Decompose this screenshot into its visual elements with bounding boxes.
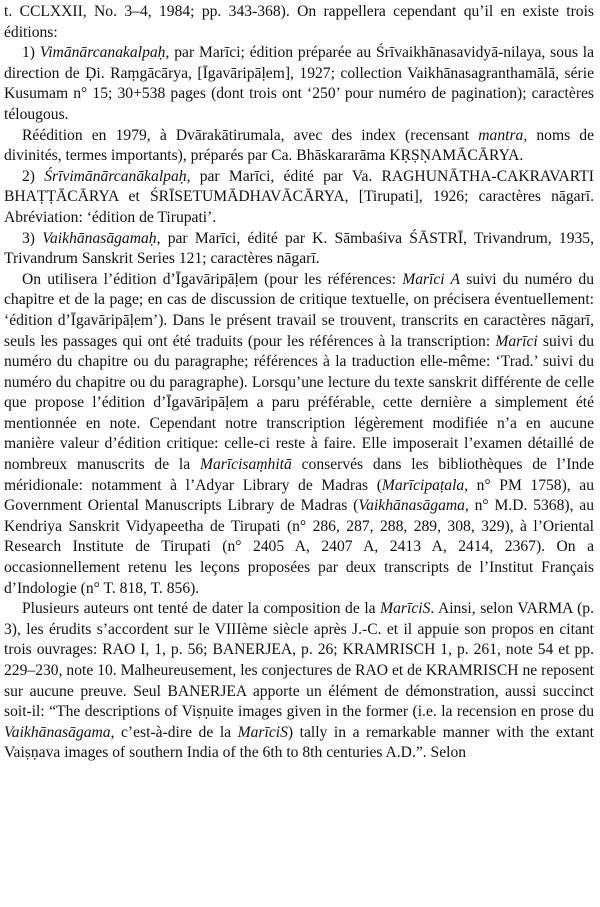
body-text: ) tally in a remarkable manner with the extant Vaiṣṇava images of southern India of the 6th to 8th centuries A.D.”. Selon [4, 723, 594, 762]
paragraph-reedition-1979 [4, 126, 594, 167]
body-text: Réédition en 1979, à Dvārakātirumala, avec des index (recensant [22, 126, 479, 144]
body-text: 1) [22, 44, 40, 62]
body-text: , n° M.D. 5368), au Kendriya Sanskrit Vidyapeetha de Tirupati (n° 286, 287, 288, 289, 308, 329), à l’Oriental Research Institute de Tirupati (n° 2405 A, 2407 A, 2413 A, 2414, 2367). On a occasionnellement retenu les leçons proposées par deux transcripts de l’Institut Français d’Indologie (n° T. 818, T. 856). [4, 497, 594, 597]
body-text: , par Marīci; édition préparée au Śrīvaikhānasavidyā-nilaya, sous la direction de Ḍi. Raṃgācārya, [Īgavāripāḷem], 1927; collection Vaikhānasagranthamālā, série Kusumam n° 15; 30+538 pages (dont trois ont ‘250’ pour numéro de pagination); caractères télougous. [4, 44, 595, 123]
body-text: conservés dans les bibliothèques de l’Inde méridionale: notamment à l’Adyar Library de Madras ( [4, 456, 594, 494]
paragraph-edition-usage [4, 270, 594, 600]
italic-title-text: MarīciS [380, 600, 431, 618]
body-text: 2) [22, 167, 45, 185]
body-text: , noms de divinités, termes importants), préparés par Ca. Bhāskararāma KṚṢṆAMĀCĀRYA. [4, 126, 594, 165]
italic-title-text: mantra [478, 126, 524, 144]
body-text: On utilisera l’édition d’Īgavāripāḷem (pour les références: [22, 270, 403, 288]
italic-title-text: Vaikhānasāgama [4, 723, 111, 741]
body-text: , par Marīci, édité par Va. RAGHUNĀTHA-CAKRAVARTI BHAṬṬĀCĀRYA et ŚRĪSETUMĀDHAVĀCĀRYA, [Tirupati], 1926; caractères nāgarī. Abréviation: ‘édition de Tirupati’. [4, 167, 594, 226]
italic-title-text: Śrīvimānārcanākalpaḥ [44, 167, 187, 185]
paragraph-edition-1 [4, 43, 594, 125]
italic-title-text: Marīcipaṭala [381, 476, 465, 494]
paragraph-editions-intro [4, 2, 594, 43]
paragraph-edition-2 [4, 167, 594, 229]
body-text: Plusieurs auteurs ont tenté de dater la composition de la [22, 600, 381, 618]
body-text: 3) [22, 229, 43, 247]
italic-title-text: Vaikhānasāgama [358, 497, 465, 515]
italic-title-text: Vimānārcanakalpaḥ [39, 44, 166, 62]
body-text: , n° PM 1758), au Government Oriental Manuscripts Library de Madras ( [4, 476, 595, 515]
italic-title-text: Marīci A [402, 270, 461, 288]
body-text: t. CCLXXII, No. 3–4, 1984; pp. 343-368). On rappellera cependant qu’il en existe trois éditions: [4, 3, 594, 41]
body-text: . Ainsi, selon VARMA (p. 3), les érudits s’accordent sur le VIIIème siècle après J.-C. et il appuie son propos en citant trois ouvrages: RAO I, 1, p. 56; BANERJEA, p. 26; KRAMRISCH 1, p. 261, note 54 et pp. 229–230, note 10. Malheureusement, les conjectures de RAO et de KRAMRISCH ne reposent sur aucune preuve. Seul BANERJEA apporte un élément de démonstration, aussi succinct soit-il: “The descriptions of Viṣṇuite images given in the former (i.e. la recension en prose du [4, 600, 594, 721]
body-text: suivi du numéro du chapitre et de la page; en cas de discussion de critique textuelle, on précisera éventuellement: ‘édition d’Īgavāripāḷem’). Dans le présent travail se trouvent, transcrits en caractères nāgarī, seuls les passages qui ont été traduits (pour les références à la transcription: [4, 270, 595, 350]
italic-title-text: MarīciS [237, 723, 288, 741]
body-text: suivi du numéro du chapitre ou du paragraphe; références à la traduction elle-même: ‘Trad.’ suivi du numéro du chapitre ou du paragraphe). Lorsqu’une lecture du texte sanskrit différente de celle que propose l’édition d’Īgavāripāḷem a paru préférable, cette dernière a simplement été mentionnée en note. Cependant notre transcription légèrement modifiée n’a en aucune manière valeur d’édition critique: celle-ci reste à faire. Elle imposerait l’examen détaillé de nombreux manuscrits de la [4, 332, 595, 474]
italic-title-text: Vaikhānasāgamaḥ [42, 229, 157, 247]
italic-title-text: Marīci [495, 332, 538, 350]
paragraph-dating [4, 599, 594, 764]
italic-title-text: Marīcisaṃhitā [199, 456, 292, 474]
body-text: , par Marīci, édité par K. Sāmbaśiva ŚĀSTRĪ, Trivandrum, 1935, Trivandrum Sanskrit Series 121; caractères nāgarī. [4, 229, 595, 268]
paragraph-edition-3 [4, 229, 594, 270]
body-text: , c’est-à-dire de la [110, 723, 238, 741]
